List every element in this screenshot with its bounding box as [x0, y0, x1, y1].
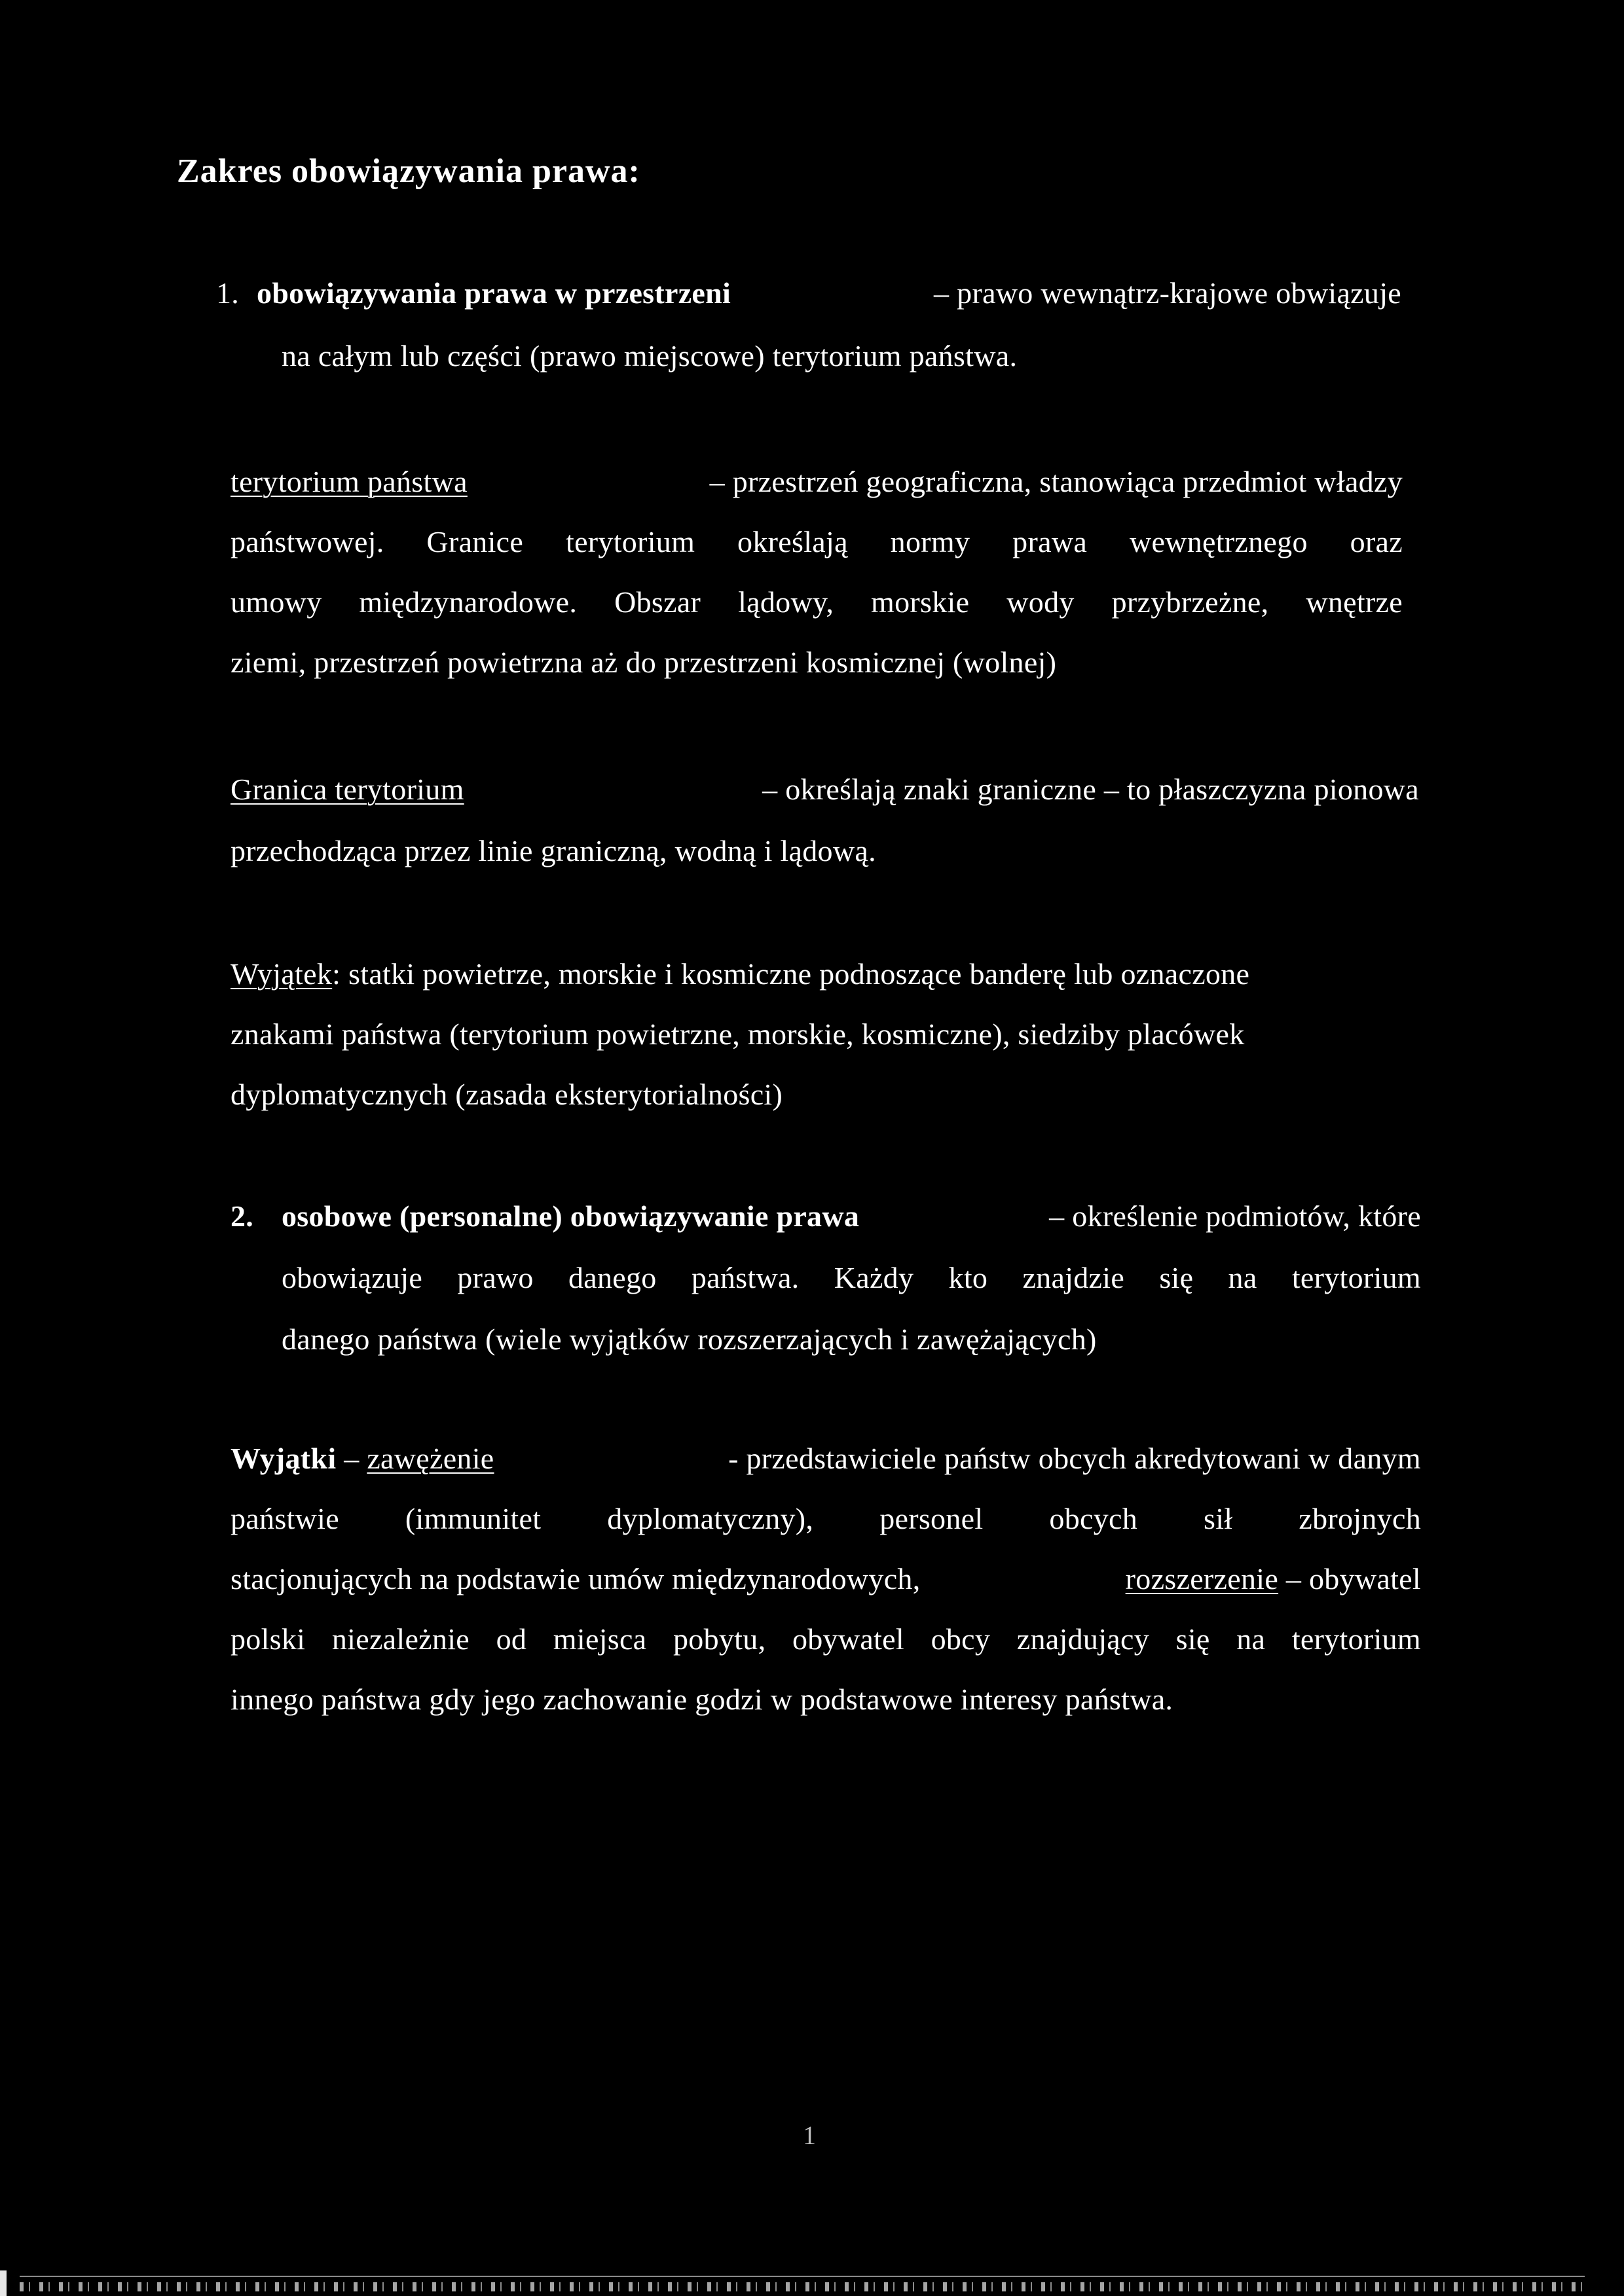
border-line1-rest: – określają znaki graniczne – to płaszczyzna pionowa — [762, 773, 1419, 806]
section2-number: 2. — [231, 1199, 254, 1233]
exceptions2-line3-rest: – obywatel — [1278, 1562, 1421, 1595]
section2-title: osobowe (personalne) obowiązywanie prawa — [282, 1199, 860, 1233]
exceptions2-line1-rest: - przedstawiciele państw obcych akredytowani w danym — [728, 1442, 1421, 1475]
exceptions2-line3 — [231, 1561, 1421, 1597]
exceptions2-line4: polski niezależnie od miejsca pobytu, obywatel obcy znajdujący się na terytorium — [231, 1622, 1421, 1656]
page-number: 1 — [803, 2121, 816, 2150]
section1-title: obowiązywania prawa w przestrzeni — [257, 276, 731, 310]
scan-edge-rule — [20, 2276, 1585, 2277]
territory-line3: umowy międzynarodowe. Obszar lądowy, morskie wody przybrzeżne, wnętrze — [231, 585, 1403, 619]
section1-rest: – prawo wewnątrz-krajowe obwiązuje — [934, 276, 1401, 310]
section2-rest: – określenie podmiotów, które — [1049, 1199, 1421, 1233]
exceptions2-line1 — [231, 1440, 1421, 1477]
scan-edge-noise — [20, 2282, 1585, 2291]
exceptions2-line2: państwie (immunitet dyplomatyczny), personel obcych sił zbrojnych — [231, 1502, 1421, 1535]
exceptions2-lead — [231, 1440, 494, 1477]
exceptions2-dash: – — [336, 1442, 367, 1475]
exception1-line2: znakami państwa (terytorium powietrzne, morskie, kosmiczne), siedziby placówek — [231, 1017, 1245, 1051]
section2-line1 — [231, 1198, 1421, 1235]
territory-line4: ziemi, przestrzeń powietrzna aż do przestrzeni kosmicznej (wolnej) — [231, 646, 1057, 679]
exception1-line3: dyplomatycznych (zasada eksterytorialności) — [231, 1078, 783, 1111]
exceptions2-term2: rozszerzenie — [1125, 1562, 1279, 1595]
territory-line2: państwowej. Granice terytorium określają normy prawa wewnętrznego oraz — [231, 525, 1403, 558]
border-term: Granica terytorium — [231, 773, 464, 806]
territory-term: terytorium państwa — [231, 465, 468, 498]
scan-bottom-edge — [0, 2270, 1624, 2296]
exception1-term: Wyjątek — [231, 957, 333, 991]
section1-line2: na całym lub części (prawo miejscowe) terytorium państwa. — [282, 339, 1018, 373]
section2-lead — [231, 1198, 859, 1235]
territory-line1 — [231, 464, 1403, 500]
section1-line1 — [216, 275, 1401, 312]
exceptions2-line5: innego państwa gdy jego zachowanie godzi w podstawowe interesy państwa. — [231, 1683, 1173, 1716]
section1-number: 1. — [216, 276, 240, 310]
territory-line1-rest: – przestrzeń geograficzna, stanowiąca przedmiot władzy — [709, 465, 1403, 498]
border-line1 — [231, 771, 1419, 808]
exceptions2-line3-tail — [1126, 1561, 1421, 1597]
scan-edge-mark — [0, 2270, 7, 2296]
exceptions2-line3-start: stacjonujących na podstawie umów międzynarodowych, — [231, 1562, 921, 1595]
section2-line2: obowiązuje prawo danego państwa. Każdy kto znajdzie się na terytorium — [282, 1261, 1421, 1294]
section2-line3: danego państwa (wiele wyjątków rozszerzających i zawężających) — [282, 1322, 1097, 1356]
exceptions2-term1: zawężenie — [367, 1442, 494, 1475]
exceptions2-title: Wyjątki — [231, 1442, 337, 1475]
section1-lead — [216, 275, 731, 312]
border-line2: przechodząca przez linie graniczną, wodną i lądową. — [231, 834, 876, 867]
page-heading: Zakres obowiązywania prawa: — [177, 153, 640, 190]
exception1-line1 — [231, 956, 1249, 993]
exception1-line1-rest: : statki powietrze, morskie i kosmiczne podnoszące banderę lub oznaczone — [332, 957, 1250, 991]
